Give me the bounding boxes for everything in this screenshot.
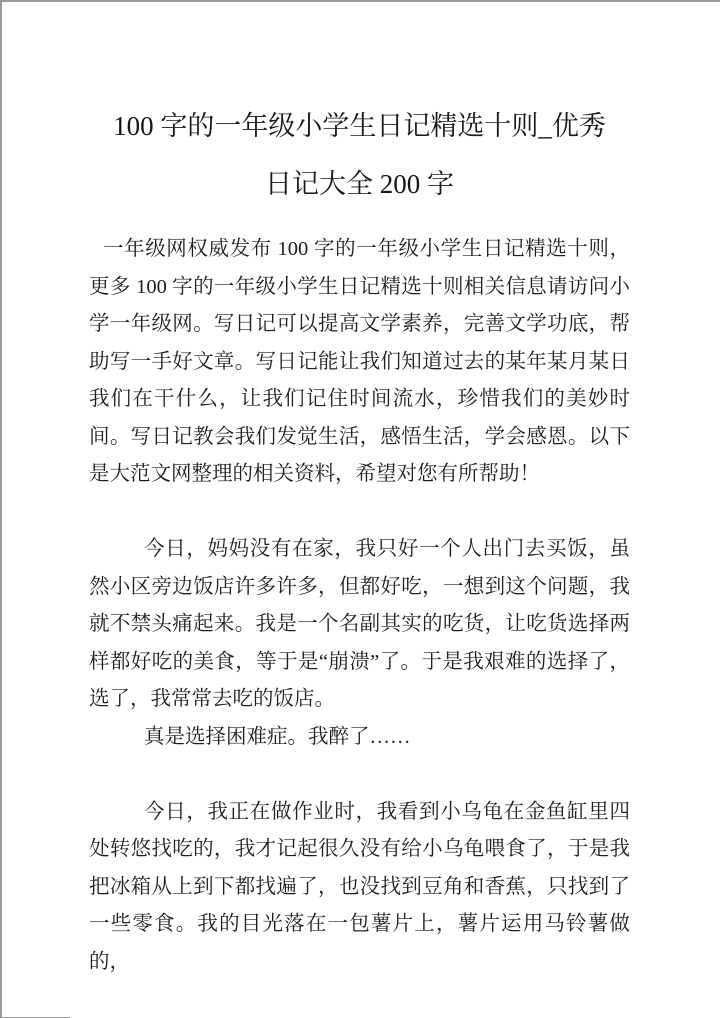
paragraph-intro: 一年级网权威发布 100 字的一年级小学生日记精选十则，更多 100 字的一年级小学生日记精选十则相关信息请访问小学一年级网。写日记可以提高文学素养，完善文学功底，帮助写一手好文章。写日记能让我们知道过去的某年某月某日我们在干什么，让我们记住时间流水，珍惜我们的美妙时间。写日记教会我们发觉生活，感悟生活，学会感恩。以下是大范文网整理的相关资料，希望对您有所帮助！: [89, 238, 630, 486]
document-title: [89, 97, 630, 213]
page-left-edge: [0, 0, 2, 1018]
paragraph-diary-2: 今日，我正在做作业时，我看到小乌龟在金鱼缸里四处转悠找吃的，我才记起很久没有给小乌龟喂食了，于是我把冰箱从上到下都找遍了，也没找到豆角和香蕉，只找到了一些零食。我的目光落在一包薯片上，薯片运用马铃薯做的，: [89, 800, 630, 973]
document-title-line-1: 100 字的一年级小学生日记精选十则_优秀: [113, 111, 606, 141]
document-body: [89, 231, 630, 981]
paragraph-diary-1: 今日，妈妈没有在家，我只好一个人出门去买饭，虽然小区旁边饭店许多许多，但都好吃，一想到这个问题，我就不禁头痛起来。我是一个名副其实的吃货，让吃货选择两样都好吃的美食，等于是“崩溃”了。于是我艰难的选择了，选了，我常常去吃的饭店。: [89, 538, 630, 711]
paragraph-diary-1-ending: 真是选择困难症。我醉了……: [144, 725, 411, 748]
document-title-line-2: 日记大全 200 字: [265, 169, 454, 199]
page-content: [89, 0, 630, 981]
